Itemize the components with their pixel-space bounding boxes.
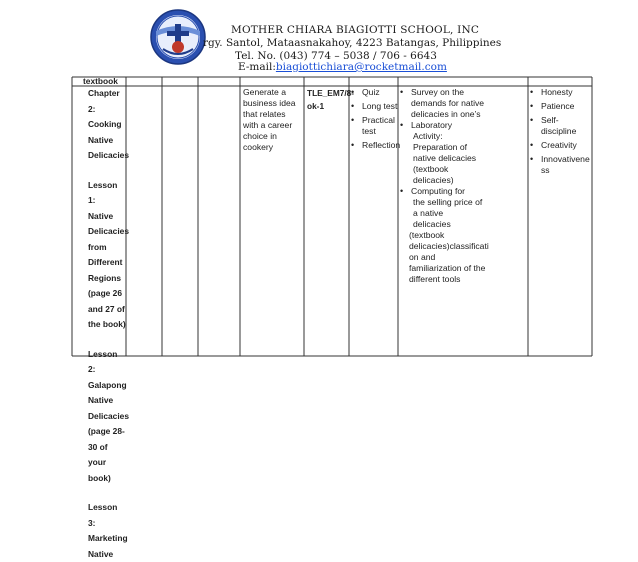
- activity-line: • Survey on the: [411, 87, 527, 98]
- lesson-line: [88, 333, 126, 347]
- activities-trailing: [399, 230, 527, 285]
- activity-line: Activity:: [411, 131, 527, 142]
- activity-trailing-line: (textbook: [409, 230, 527, 241]
- lesson-line: (page 26: [88, 286, 126, 302]
- activity-item: [399, 120, 527, 186]
- lesson-line: Lesson 3:: [88, 500, 126, 531]
- lesson-line: Delicacies: [88, 409, 126, 425]
- activity-line: the selling price of: [411, 197, 527, 208]
- table-top-row-text: textbook: [83, 76, 118, 87]
- lesson-line: Galapong: [88, 378, 126, 394]
- objective-line: business idea: [243, 98, 303, 109]
- competency-code-line: TLE_EM7/8-: [307, 87, 349, 100]
- assessment-column: [350, 87, 398, 154]
- lesson-line: 30 of your: [88, 440, 126, 471]
- lesson-line: Native: [88, 209, 126, 225]
- values-column: [529, 87, 591, 179]
- activity-line: demands for native: [411, 98, 527, 109]
- activity-line: delicacies): [411, 175, 527, 186]
- assessment-item: • Practical test: [350, 115, 398, 137]
- assessment-list: [350, 87, 398, 151]
- assessment-item: • Quiz: [350, 87, 398, 98]
- lessons-column: [88, 86, 126, 562]
- lesson-line: from: [88, 240, 126, 256]
- lesson-line: [88, 164, 126, 178]
- value-item: [529, 140, 591, 151]
- lesson-line: the book): [88, 317, 126, 333]
- activity-trailing-line: different tools: [409, 274, 527, 285]
- value-line: • Creativity: [541, 140, 591, 151]
- lesson-line: Native: [88, 133, 126, 149]
- lesson-line: Delicacies: [88, 224, 126, 240]
- lesson-line: (page 28-: [88, 424, 126, 440]
- lesson-line: Marketing: [88, 531, 126, 547]
- lesson-line: Native: [88, 547, 126, 562]
- objective-line: that relates: [243, 109, 303, 120]
- school-address: rgy. Santol, Mataasnakahoy, 4223 Batangas, Philippines: [203, 37, 501, 49]
- lesson-line: Regions: [88, 271, 126, 287]
- activity-line: Preparation of: [411, 142, 527, 153]
- values-list: [529, 87, 591, 176]
- activities-list: [399, 87, 527, 230]
- lesson-line: book): [88, 471, 126, 487]
- school-name: MOTHER CHIARA BIAGIOTTI SCHOOL, INC: [231, 24, 479, 36]
- competency-code-line: ok-1: [307, 100, 349, 113]
- activity-trailing-line: familiarization of the: [409, 263, 527, 274]
- activity-item: [399, 87, 527, 120]
- activity-line: (textbook: [411, 164, 527, 175]
- lesson-line: and 27 of: [88, 302, 126, 318]
- email-label: E-mail:: [238, 61, 276, 73]
- lesson-line: Lesson 1:: [88, 178, 126, 209]
- telephone-line: Tel. No. (043) 774 – 5038 / 706 - 6643: [235, 50, 437, 62]
- activity-item: [399, 186, 527, 230]
- activity-line: native delicacies: [411, 153, 527, 164]
- activity-trailing-line: delicacies)classificati: [409, 241, 527, 252]
- value-line: • Honesty: [541, 87, 591, 98]
- lesson-line: Cooking: [88, 117, 126, 133]
- assessment-item: • Long test: [350, 101, 398, 112]
- lesson-line: [88, 486, 126, 500]
- lesson-line: Lesson 2:: [88, 347, 126, 378]
- value-line: • Innovativene: [541, 154, 591, 165]
- value-line: ss: [541, 165, 591, 176]
- activity-line: delicacies: [411, 219, 527, 230]
- value-item: [529, 101, 591, 112]
- lesson-line: Delicacies: [88, 148, 126, 164]
- value-line: discipline: [541, 126, 591, 137]
- objective-column: [243, 87, 303, 153]
- activity-line: a native: [411, 208, 527, 219]
- email-link[interactable]: biagiottichiara@rocketmail.com: [276, 61, 447, 73]
- objective-line: choice in: [243, 131, 303, 142]
- value-item: [529, 154, 591, 176]
- objective-line: with a career: [243, 120, 303, 131]
- activity-line: delicacies in one’s: [411, 109, 527, 120]
- lesson-line: Different: [88, 255, 126, 271]
- value-line: • Patience: [541, 101, 591, 112]
- activity-line: • Laboratory: [411, 120, 527, 131]
- lesson-line: Chapter 2:: [88, 86, 126, 117]
- objective-line: Generate a: [243, 87, 303, 98]
- activities-column: [399, 87, 527, 285]
- activity-line: • Computing for: [411, 186, 527, 197]
- competency-code-column: [307, 87, 349, 113]
- objective-line: cookery: [243, 142, 303, 153]
- value-item: [529, 87, 591, 98]
- assessment-item: • Reflection: [350, 140, 398, 151]
- lesson-line: Native: [88, 393, 126, 409]
- value-item: [529, 115, 591, 137]
- activity-trailing-line: on and: [409, 252, 527, 263]
- value-line: • Self-: [541, 115, 591, 126]
